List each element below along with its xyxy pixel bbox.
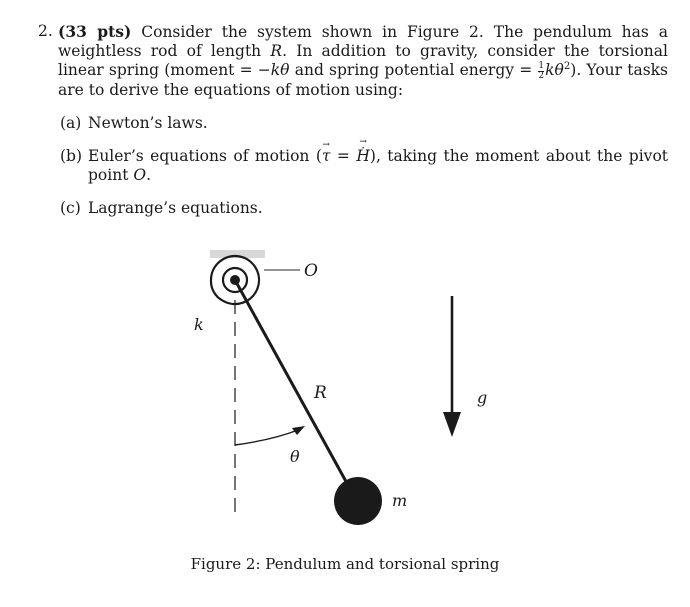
label-g: g (477, 388, 488, 407)
label-R: R (314, 383, 327, 403)
intro-text-2: . In addition to gravity, consider the torsional linear spring (moment = − (58, 42, 668, 79)
part-b-text: Euler’s equations of motion (τ → = · H →), taking the moment about the pivot point O. (88, 147, 668, 185)
part-a-text: Newton’s laws. (88, 113, 208, 132)
fraction-half: $\frac{1}{2}$ (538, 60, 545, 81)
part-b (60, 147, 668, 185)
var-R: R (270, 42, 283, 60)
part-c-label: (c) (60, 198, 81, 217)
var-k-theta: kθ (270, 61, 290, 79)
problem-statement (38, 22, 668, 100)
intro-text-3: and spring potential energy = (294, 61, 533, 79)
label-m: m (392, 491, 408, 510)
parts-list (60, 114, 668, 218)
problem-2 (38, 22, 668, 232)
part-b-label: (b) (60, 146, 83, 165)
pendulum-mass (334, 477, 382, 525)
gravity-arrowhead (443, 412, 461, 437)
figure-caption: Figure 2: Pendulum and torsional spring (190, 555, 500, 573)
problem-points: (33 pts) (58, 22, 132, 41)
label-O: O (304, 261, 318, 281)
theta-arrowhead (292, 426, 305, 435)
var-O: O (133, 165, 147, 184)
exponent-2: 2 (563, 60, 571, 72)
theta-arc (235, 430, 298, 445)
intro-text-1: Consider the system shown in Figure 2. The pendulum has a weightless rod of length (58, 23, 668, 60)
problem-text (58, 22, 668, 100)
label-k: k (194, 315, 204, 334)
label-theta: θ (290, 447, 300, 466)
var-H-dot-vector: · H → (356, 147, 370, 166)
part-c-text: Lagrange’s equations. (88, 198, 263, 217)
problem-number: 2. (38, 22, 53, 40)
var-k-theta-sq: kθ (545, 61, 564, 79)
part-a-label: (a) (60, 113, 82, 132)
pendulum-figure (180, 240, 510, 540)
part-c (60, 199, 668, 218)
part-a (60, 114, 668, 133)
var-tau-vector: τ → (322, 147, 331, 166)
intro-text-4: ). Your tasks are to derive the equations of motion using: (58, 61, 669, 99)
